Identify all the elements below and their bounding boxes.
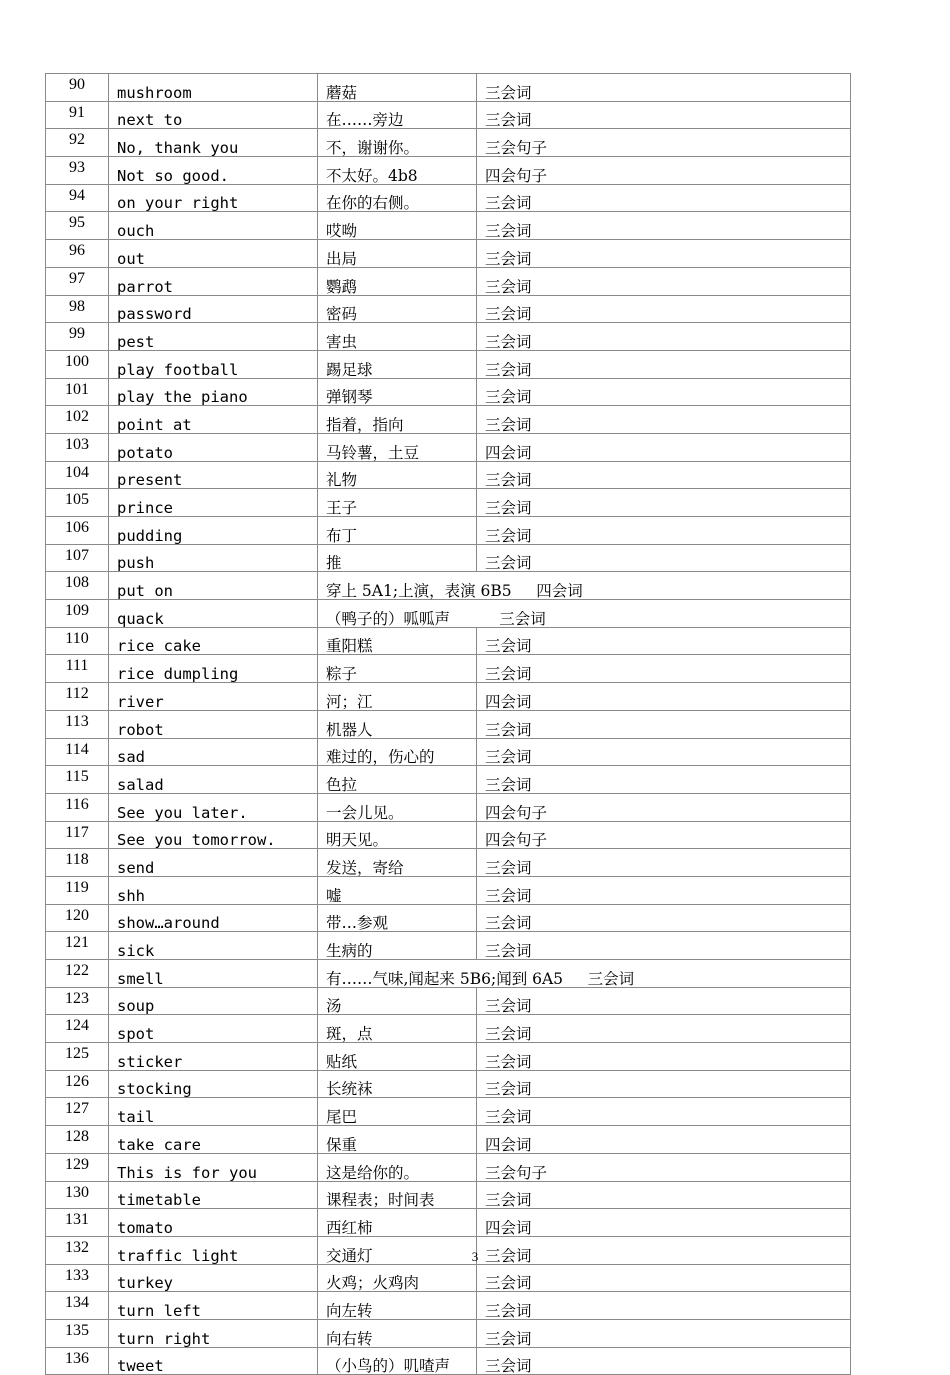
- mastery-level: 三会词: [477, 710, 851, 738]
- english-term: sad: [109, 738, 318, 766]
- chinese-meaning: 在……旁边: [318, 101, 477, 129]
- row-number: 135: [46, 1319, 109, 1347]
- mastery-level: 三会词: [477, 987, 851, 1015]
- english-term: play the piano: [109, 378, 318, 406]
- table-row: [46, 1126, 851, 1154]
- row-number: 133: [46, 1264, 109, 1292]
- mastery-level: 三会词: [477, 350, 851, 378]
- english-term: turn right: [109, 1319, 318, 1347]
- chinese-meaning: 尾巴: [318, 1098, 477, 1126]
- table-row: [46, 1043, 851, 1071]
- english-term: smell: [109, 960, 318, 988]
- english-term: push: [109, 544, 318, 572]
- chinese-meaning: 向右转: [318, 1319, 477, 1347]
- english-term: tweet: [109, 1347, 318, 1375]
- row-number: 95: [46, 212, 109, 240]
- chinese-meaning: 密码: [318, 295, 477, 323]
- chinese-meaning: 西红柿: [318, 1209, 477, 1237]
- english-term: timetable: [109, 1181, 318, 1209]
- row-number: 131: [46, 1209, 109, 1237]
- mastery-level: 三会词: [477, 1181, 851, 1209]
- table-row: [46, 461, 851, 489]
- table-row: [46, 987, 851, 1015]
- english-term: prince: [109, 489, 318, 517]
- mastery-level: 三会词: [477, 406, 851, 434]
- chinese-meaning: 推: [318, 544, 477, 572]
- table-row: [46, 323, 851, 351]
- table-row: [46, 74, 851, 102]
- row-number: 112: [46, 683, 109, 711]
- chinese-meaning: 布丁: [318, 517, 477, 545]
- mastery-level: 三会词: [477, 904, 851, 932]
- row-number: 119: [46, 876, 109, 904]
- mastery-level: 四会词: [477, 683, 851, 711]
- mastery-level: 三会句子: [477, 129, 851, 157]
- chinese-meaning: 贴纸: [318, 1043, 477, 1071]
- chinese-meaning: 蘑菇: [318, 74, 477, 102]
- chinese-meaning: （小鸟的）叽喳声: [318, 1347, 477, 1375]
- table-row: [46, 572, 851, 600]
- mastery-level: 四会句子: [477, 821, 851, 849]
- english-term: play football: [109, 350, 318, 378]
- table-row: [46, 378, 851, 406]
- english-term: pest: [109, 323, 318, 351]
- english-term: pudding: [109, 517, 318, 545]
- table-row: [46, 267, 851, 295]
- table-row: [46, 932, 851, 960]
- chinese-meaning: 保重: [318, 1126, 477, 1154]
- mastery-level: 四会词: [477, 433, 851, 461]
- english-term: river: [109, 683, 318, 711]
- row-number: 93: [46, 157, 109, 185]
- english-term: quack: [109, 600, 318, 628]
- row-number: 118: [46, 849, 109, 877]
- english-term: stocking: [109, 1070, 318, 1098]
- mastery-level: 三会词: [477, 876, 851, 904]
- table-row: [46, 1347, 851, 1375]
- english-term: turkey: [109, 1264, 318, 1292]
- row-number: 103: [46, 433, 109, 461]
- english-term: Not so good.: [109, 157, 318, 185]
- row-number: 113: [46, 710, 109, 738]
- chinese-meaning: 一会儿见。: [318, 793, 477, 821]
- row-number: 136: [46, 1347, 109, 1375]
- table-row: [46, 212, 851, 240]
- chinese-meaning: 不太好。4b8: [318, 157, 477, 185]
- table-row: [46, 904, 851, 932]
- row-number: 107: [46, 544, 109, 572]
- table-row: [46, 1264, 851, 1292]
- chinese-meaning: 鹦鹉: [318, 267, 477, 295]
- english-term: parrot: [109, 267, 318, 295]
- english-term: take care: [109, 1126, 318, 1154]
- table-row: [46, 101, 851, 129]
- table-row: [46, 1292, 851, 1320]
- chinese-meaning: 长统袜: [318, 1070, 477, 1098]
- mastery-level: 三会词: [477, 378, 851, 406]
- mastery-level: 三会词: [477, 1347, 851, 1375]
- chinese-meaning: 明天见。: [318, 821, 477, 849]
- mastery-level: 三会词: [477, 766, 851, 794]
- chinese-meaning: 机器人: [318, 710, 477, 738]
- table-row: [46, 406, 851, 434]
- chinese-meaning: 在你的右侧。: [318, 184, 477, 212]
- row-number: 127: [46, 1098, 109, 1126]
- chinese-meaning: 嘘: [318, 876, 477, 904]
- row-number: 130: [46, 1181, 109, 1209]
- english-term: ouch: [109, 212, 318, 240]
- row-number: 109: [46, 600, 109, 628]
- table-row: [46, 1098, 851, 1126]
- row-number: 132: [46, 1236, 109, 1264]
- mastery-level: 四会句子: [477, 157, 851, 185]
- english-term: potato: [109, 433, 318, 461]
- chinese-meaning: 课程表；时间表: [318, 1181, 477, 1209]
- mastery-level: 三会词: [477, 1070, 851, 1098]
- row-number: 100: [46, 350, 109, 378]
- row-number: 92: [46, 129, 109, 157]
- mastery-level: 三会词: [477, 544, 851, 572]
- mastery-level: 三会词: [477, 240, 851, 268]
- mastery-level: 三会词: [477, 1319, 851, 1347]
- row-number: 110: [46, 627, 109, 655]
- table-row: [46, 1153, 851, 1181]
- row-number: 101: [46, 378, 109, 406]
- chinese-meaning: 生病的: [318, 932, 477, 960]
- table-row: [46, 710, 851, 738]
- table-row: [46, 157, 851, 185]
- mastery-level: 三会词: [477, 101, 851, 129]
- english-term: tomato: [109, 1209, 318, 1237]
- table-row: [46, 517, 851, 545]
- english-term: tail: [109, 1098, 318, 1126]
- table-row: [46, 766, 851, 794]
- mastery-level: 三会词: [477, 489, 851, 517]
- mastery-level: 三会词: [477, 932, 851, 960]
- row-number: 99: [46, 323, 109, 351]
- english-term: See you tomorrow.: [109, 821, 318, 849]
- page-number: 3: [471, 1249, 479, 1264]
- table-row: [46, 793, 851, 821]
- table-row: [46, 1209, 851, 1237]
- table-row: [46, 683, 851, 711]
- chinese-meaning: 向左转: [318, 1292, 477, 1320]
- mastery-level: 三会词: [477, 1015, 851, 1043]
- mastery-level: 三会词: [477, 295, 851, 323]
- row-number: 90: [46, 74, 109, 102]
- english-term: turn left: [109, 1292, 318, 1320]
- mastery-level: 三会词: [477, 627, 851, 655]
- mastery-level: 三会词: [477, 655, 851, 683]
- table-row: [46, 184, 851, 212]
- mastery-level: 三会词: [477, 461, 851, 489]
- english-term: This is for you: [109, 1153, 318, 1181]
- row-number: 115: [46, 766, 109, 794]
- chinese-meaning: 斑，点: [318, 1015, 477, 1043]
- chinese-meaning: 弹钢琴: [318, 378, 477, 406]
- english-term: out: [109, 240, 318, 268]
- english-term: sticker: [109, 1043, 318, 1071]
- table-row: [46, 627, 851, 655]
- english-term: send: [109, 849, 318, 877]
- chinese-meaning: 不，谢谢你。: [318, 129, 477, 157]
- mastery-level: 三会词: [477, 738, 851, 766]
- table-row: [46, 876, 851, 904]
- chinese-meaning: 河；江: [318, 683, 477, 711]
- table-row: [46, 600, 851, 628]
- chinese-meaning-and-level: （鸭子的）呱呱声 三会词: [318, 600, 851, 628]
- table-row: [46, 1181, 851, 1209]
- row-number: 96: [46, 240, 109, 268]
- row-number: 102: [46, 406, 109, 434]
- chinese-meaning: 粽子: [318, 655, 477, 683]
- mastery-level: 三会词: [477, 1292, 851, 1320]
- english-term: show…around: [109, 904, 318, 932]
- row-number: 120: [46, 904, 109, 932]
- chinese-meaning-and-level: 有……气味,闻起来 5B6;闻到 6A5 三会词: [318, 960, 851, 988]
- mastery-level: 四会句子: [477, 793, 851, 821]
- row-number: 108: [46, 572, 109, 600]
- english-term: next to: [109, 101, 318, 129]
- english-term: spot: [109, 1015, 318, 1043]
- english-term: rice dumpling: [109, 655, 318, 683]
- table-row: [46, 1319, 851, 1347]
- english-term: robot: [109, 710, 318, 738]
- row-number: 105: [46, 489, 109, 517]
- table-row: [46, 655, 851, 683]
- row-number: 104: [46, 461, 109, 489]
- row-number: 116: [46, 793, 109, 821]
- table-row: [46, 849, 851, 877]
- table-row: [46, 1015, 851, 1043]
- chinese-meaning: 带…参观: [318, 904, 477, 932]
- english-term: password: [109, 295, 318, 323]
- mastery-level: 三会词: [477, 267, 851, 295]
- mastery-level: 三会词: [477, 1043, 851, 1071]
- table-row: [46, 295, 851, 323]
- mastery-level: 三会词: [477, 323, 851, 351]
- table-row: [46, 960, 851, 988]
- chinese-meaning-and-level: 穿上 5A1;上演，表演 6B5 四会词: [318, 572, 851, 600]
- row-number: 125: [46, 1043, 109, 1071]
- table-row: [46, 129, 851, 157]
- english-term: salad: [109, 766, 318, 794]
- chinese-meaning: 重阳糕: [318, 627, 477, 655]
- row-number: 97: [46, 267, 109, 295]
- english-term: soup: [109, 987, 318, 1015]
- english-term: put on: [109, 572, 318, 600]
- row-number: 129: [46, 1153, 109, 1181]
- mastery-level: 四会词: [477, 1209, 851, 1237]
- row-number: 128: [46, 1126, 109, 1154]
- english-term: See you later.: [109, 793, 318, 821]
- mastery-level: 三会词: [477, 1264, 851, 1292]
- table-row: [46, 240, 851, 268]
- english-term: point at: [109, 406, 318, 434]
- row-number: 106: [46, 517, 109, 545]
- chinese-meaning: 出局: [318, 240, 477, 268]
- table-row: [46, 1070, 851, 1098]
- row-number: 111: [46, 655, 109, 683]
- chinese-meaning: 踢足球: [318, 350, 477, 378]
- chinese-meaning: 难过的，伤心的: [318, 738, 477, 766]
- chinese-meaning: 哎呦: [318, 212, 477, 240]
- vocabulary-table-body: [46, 74, 851, 1375]
- mastery-level: 三会词: [477, 212, 851, 240]
- row-number: 94: [46, 184, 109, 212]
- chinese-meaning: 发送，寄给: [318, 849, 477, 877]
- mastery-level: 三会词: [477, 517, 851, 545]
- row-number: 122: [46, 960, 109, 988]
- chinese-meaning: 马铃薯，土豆: [318, 433, 477, 461]
- vocabulary-table: [45, 73, 851, 1375]
- english-term: shh: [109, 876, 318, 904]
- mastery-level: 三会词: [477, 1098, 851, 1126]
- chinese-meaning: 王子: [318, 489, 477, 517]
- chinese-meaning: 害虫: [318, 323, 477, 351]
- table-row: [46, 821, 851, 849]
- english-term: traffic light: [109, 1236, 318, 1264]
- english-term: sick: [109, 932, 318, 960]
- chinese-meaning: 这是给你的。: [318, 1153, 477, 1181]
- english-term: mushroom: [109, 74, 318, 102]
- mastery-level: 三会词: [477, 74, 851, 102]
- chinese-meaning: 汤: [318, 987, 477, 1015]
- chinese-meaning: 火鸡；火鸡肉: [318, 1264, 477, 1292]
- row-number: 134: [46, 1292, 109, 1320]
- row-number: 123: [46, 987, 109, 1015]
- row-number: 98: [46, 295, 109, 323]
- mastery-level: 三会词: [477, 849, 851, 877]
- row-number: 124: [46, 1015, 109, 1043]
- chinese-meaning: 交通灯: [318, 1236, 477, 1264]
- mastery-level: 三会词: [477, 184, 851, 212]
- row-number: 121: [46, 932, 109, 960]
- chinese-meaning: 色拉: [318, 766, 477, 794]
- english-term: on your right: [109, 184, 318, 212]
- table-row: [46, 489, 851, 517]
- row-number: 91: [46, 101, 109, 129]
- table-row: [46, 738, 851, 766]
- table-row: [46, 350, 851, 378]
- chinese-meaning: 指着，指向: [318, 406, 477, 434]
- mastery-level: 三会句子: [477, 1153, 851, 1181]
- table-row: [46, 544, 851, 572]
- row-number: 117: [46, 821, 109, 849]
- table-row: [46, 433, 851, 461]
- mastery-level: 四会词: [477, 1126, 851, 1154]
- english-term: present: [109, 461, 318, 489]
- row-number: 126: [46, 1070, 109, 1098]
- english-term: rice cake: [109, 627, 318, 655]
- english-term: No, thank you: [109, 129, 318, 157]
- chinese-meaning: 礼物: [318, 461, 477, 489]
- mastery-level: 三会词: [477, 1236, 851, 1264]
- row-number: 114: [46, 738, 109, 766]
